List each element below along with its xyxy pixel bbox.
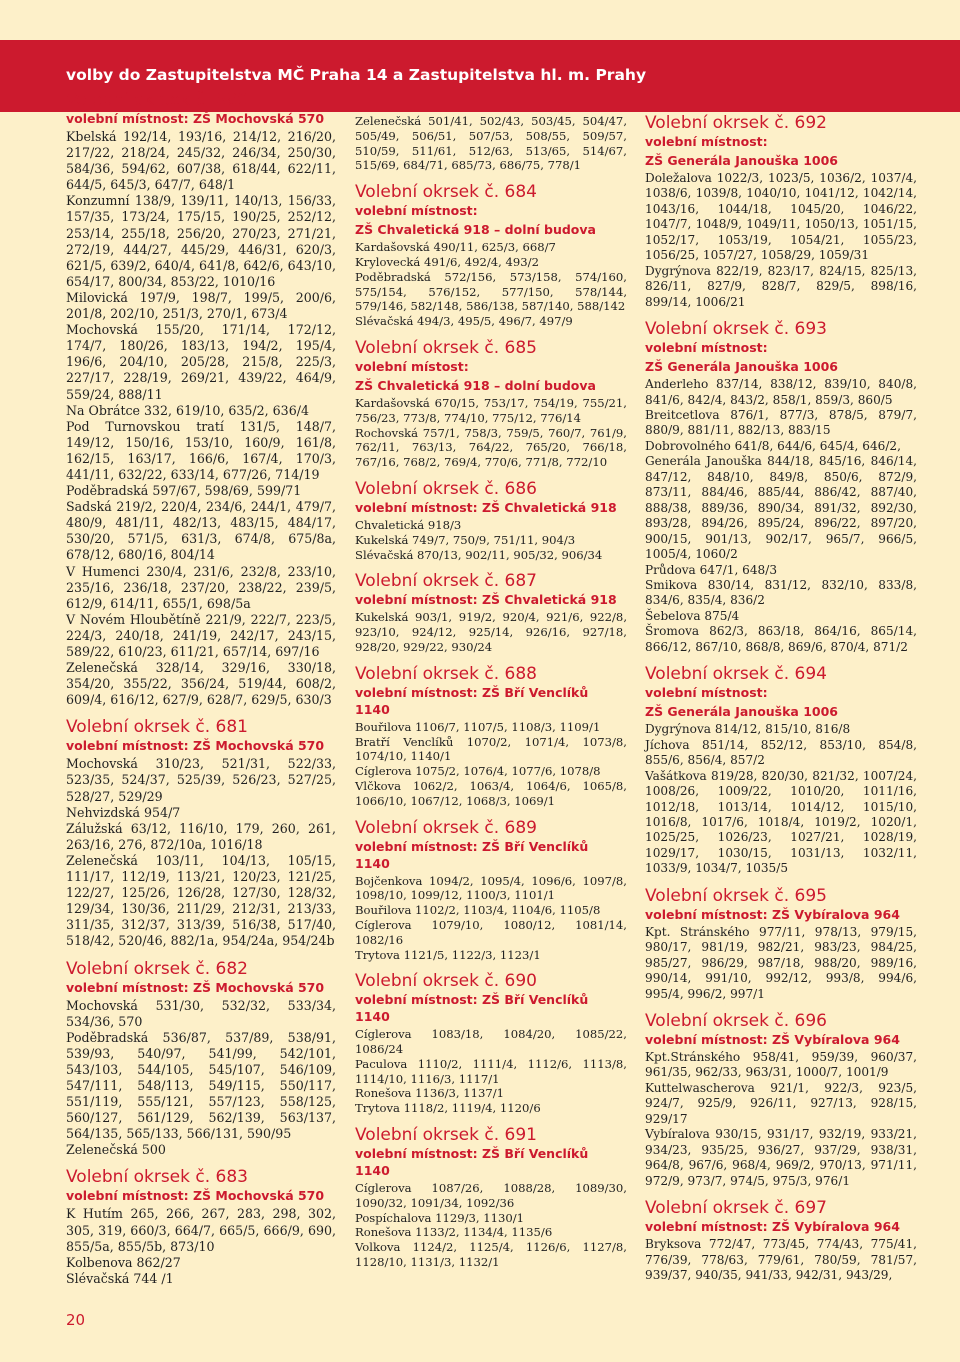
polling-place: volební místnost: ZŠ Bří Venclíků 1140 xyxy=(355,838,589,871)
street-entry: Šromova 862/3, 863/18, 864/16, 865/14, 866/12, 867/10, 868/8, 869/6, 870/4, 871/2 xyxy=(645,624,917,654)
precinct-section xyxy=(66,91,336,708)
street-entry: Kpt. Stránského 977/11, 978/13, 979/15, 980/17, 981/19, 982/21, 983/23, 984/25, 985/27, 986/29, 987/18, 988/20, 989/16, 990/14, 991/10, 992/12, 993/8, 994/6, 995/4, 996/2, 997/1 xyxy=(645,924,917,1001)
polling-place: volební místnost: ZŠ Mochovská 570 xyxy=(66,979,325,995)
polling-place: volební místnost: ZŠ Mochovská 570 xyxy=(66,1188,325,1204)
column-3 xyxy=(645,114,917,1293)
precinct-heading: Volební okrsek č. 692 xyxy=(645,113,827,133)
street-entry: Bryksova 772/47, 773/45, 774/43, 775/41, 776/39, 778/63, 779/61, 780/59, 781/57, 939/37, 940/35, 941/33, 942/31, 943/29, xyxy=(645,1237,917,1283)
street-entry: Nehvizdská 954/7 xyxy=(66,804,181,820)
street-entry: Slévačská 870/13, 902/11, 905/32, 906/34 xyxy=(355,547,603,562)
polling-place: volební místnost: ZŠ Chvaletická 918 xyxy=(355,592,617,608)
polling-place: volební místnost: ZŠ Bří Venclíků 1140 xyxy=(355,1146,589,1179)
polling-place: volební místnost: ZŠ Mochovská 570 xyxy=(66,111,325,126)
street-entry: Zelenečská 328/14, 329/16, 330/18, 354/20, 355/22, 356/24, 519/44, 608/2, 609/4, 616/12, 627/9, 628/7, 629/5, 630/3 xyxy=(66,660,336,708)
polling-place: volební místnost: xyxy=(355,203,478,219)
street-entry: Doležalova 1022/3, 1023/5, 1036/2, 1037/4, 1038/6, 1039/8, 1040/10, 1041/12, 1042/14, 1043/16, 1044/18, 1045/20, 1046/22, 1047/7, 1048/9, 1049/11, 1050/13, 1051/15, 1052/17, 1053/19, 1054/21, 1055/23, 1056/25, 1057/27, 1058/29, 1059/31 xyxy=(645,171,917,263)
precinct-section xyxy=(355,972,627,1116)
street-entry: Poděbradská 536/87, 537/89, 538/91, 539/93, 540/97, 541/99, 542/101, 543/103, 544/105, 545/107, 546/109, 547/111, 548/113, 549/115, 550/117, 551/119, 555/121, 557/123, 558/125, 560/127, 561/129, 562/139, 563/137, 564/135, 565/133, 566/131, 590/95 xyxy=(66,1029,336,1142)
polling-place: volební místnost: ZŠ Bří Venclíků 1140 xyxy=(355,684,589,717)
polling-place: volební místnost: ZŠ Vybíralova 964 xyxy=(645,1219,900,1235)
polling-place: ZŠ Chvaletická 918 – dolní budova xyxy=(355,377,596,393)
polling-place: volební místnost: xyxy=(645,134,768,149)
polling-place: ZŠ Generála Janouška 1006 xyxy=(645,704,839,720)
street-entry: Cíglerova 1087/26, 1088/28, 1089/30, 1090/32, 1091/34, 1092/36 xyxy=(355,1181,627,1210)
precinct-section xyxy=(66,960,336,1159)
polling-place: volební místost: xyxy=(355,358,469,374)
precinct-section xyxy=(355,819,627,963)
street-entry: Cíglerova 1079/10, 1080/12, 1081/14, 1082/16 xyxy=(355,917,627,947)
street-entry: Mochovská 531/30, 532/32, 533/34, 534/36, 570 xyxy=(66,997,336,1029)
precinct-heading: Volební okrsek č. 683 xyxy=(66,1167,248,1188)
precinct-heading: Volební okrsek č. 690 xyxy=(355,971,537,992)
precinct-heading: Volební okrsek č. 691 xyxy=(355,1125,537,1146)
precinct-section xyxy=(645,1199,917,1283)
street-entry: Kuttelwascherova 921/1, 922/3, 923/5, 924/7, 925/9, 926/11, 927/13, 928/15, 929/17 xyxy=(645,1080,917,1126)
street-entry: Zelenečská 103/11, 104/13, 105/15, 111/17, 112/19, 113/21, 120/23, 121/25, 122/27, 125/26, 126/28, 127/30, 128/32, 129/34, 130/36, 211/29, 212/31, 213/33, 311/35, 312/37, 313/39, 516/38, 517/40, 518/42, 520/46, 882/1a, 954/24a, 954/24b xyxy=(66,852,336,949)
street-entry: Pospíchalova 1129/3, 1130/1 xyxy=(355,1210,525,1225)
precinct-section xyxy=(66,1168,336,1286)
street-entry: Šebelova 875/4 xyxy=(645,608,740,623)
precinct-section xyxy=(645,1012,917,1189)
street-entry: Generála Janouška 844/18, 845/16, 846/14, 847/12, 848/10, 849/8, 850/6, 872/9, 873/11, 884/46, 885/44, 886/42, 887/40, 888/38, 889/36, 890/34, 891/32, 892/30, 893/28, 894/26, 895/24, 896/22, 897/20, 900/15, 901/13, 902/17, 965/7, 966/5, 1005/4, 1060/2 xyxy=(645,454,917,562)
precinct-heading: Volební okrsek č. 689 xyxy=(355,817,537,838)
street-entry: Slévačská 494/3, 495/5, 496/7, 497/9 xyxy=(355,314,573,329)
street-entry: Zelenečská 500 xyxy=(66,1142,166,1158)
street-entry: Bouřilova 1106/7, 1107/5, 1108/3, 1109/1 xyxy=(355,719,601,734)
street-entry: Vybíralova 930/15, 931/17, 932/19, 933/21, 934/23, 935/25, 936/27, 937/29, 938/31, 964/8, 967/6, 968/4, 969/2, 970/13, 971/11, 972/9, 973/7, 974/5, 975/3, 976/1 xyxy=(645,1127,917,1188)
polling-place: volební místnost: ZŠ Chvaletická 918 xyxy=(355,499,617,515)
street-entry: Breitcetlova 876/1, 877/3, 878/5, 879/7, 880/9, 881/11, 882/13, 883/15 xyxy=(645,407,917,438)
street-entry: Dygrýnova 822/19, 823/17, 824/15, 825/13, 826/11, 827/9, 828/7, 829/5, 898/16, 899/14, 1006/21 xyxy=(645,263,917,309)
precinct-heading: Volební okrsek č. 686 xyxy=(355,478,537,499)
street-entry: Krylovecká 491/6, 492/4, 493/2 xyxy=(355,254,539,269)
precinct-heading: Volební okrsek č. 697 xyxy=(645,1198,827,1219)
street-entry: Slévačská 744 /1 xyxy=(66,1270,174,1286)
street-entry: Kukelská 903/1, 919/2, 920/4, 921/6, 922/8, 923/10, 924/12, 925/14, 926/16, 927/18, 928/20, 929/22, 930/24 xyxy=(355,610,627,654)
precinct-heading: Volební okrsek č. 681 xyxy=(66,717,248,738)
street-entry: Volkova 1124/2, 1125/4, 1126/6, 1127/8, 1128/10, 1131/3, 1132/1 xyxy=(355,1240,627,1270)
street-entry: Pod Turnovskou tratí 131/5, 148/7, 149/12, 150/16, 153/10, 160/9, 161/8, 162/15, 163/17, 166/6, 167/4, 170/3, 441/11, 632/22, 633/14, 677/26, 714/19 xyxy=(66,418,336,482)
street-entry: Kolbenova 862/27 xyxy=(66,1254,181,1270)
street-entry: Vašátkova 819/28, 820/30, 821/32, 1007/24, 1008/26, 1009/22, 1010/20, 1011/16, 1012/18, 1013/14, 1014/12, 1015/10, 1016/8, 1017/6, 1018/4, 1019/2, 1020/1, 1025/25, 1026/23, 1027/21, 1028/19, 1029/17, 1030/15, 1031/13, 1032/11, 1033/9, 1034/7, 1035/5 xyxy=(645,768,917,876)
street-entry: Paculova 1110/2, 1111/4, 1112/6, 1113/8, 1114/10, 1116/3, 1117/1 xyxy=(355,1056,627,1086)
precinct-heading: Volební okrsek č. 685 xyxy=(355,337,537,358)
polling-place: ZŠ Generála Janouška 1006 xyxy=(645,359,839,375)
street-entry: Dobrovolného 641/8, 644/6, 645/4, 646/2, xyxy=(645,438,901,453)
precinct-section xyxy=(645,114,917,310)
precinct-section xyxy=(645,320,917,655)
street-entry: Zálužská 63/12, 116/10, 179, 260, 261, 263/16, 276, 872/10a, 1016/18 xyxy=(66,820,336,852)
street-entry: Rochovská 757/1, 758/3, 759/5, 760/7, 761/9, 762/11, 763/13, 764/22, 765/20, 766/18, 767/16, 768/2, 769/4, 770/6, 771/8, 772/10 xyxy=(355,425,627,470)
street-entry: Bouřilova 1102/2, 1103/4, 1104/6, 1105/8 xyxy=(355,903,601,918)
polling-place: ZŠ Generála Janouška 1006 xyxy=(645,153,839,168)
header-title: volby do Zastupitelstva MČ Praha 14 a Zastupitelstva hl. m. Prahy xyxy=(66,66,647,84)
precinct-heading: Volební okrsek č. 696 xyxy=(645,1011,827,1032)
precinct-heading: Volební okrsek č. 682 xyxy=(66,958,248,979)
precinct-section xyxy=(355,183,627,329)
street-entry: Bratří Venclíků 1070/2, 1071/4, 1073/8, 1074/10, 1140/1 xyxy=(355,734,627,764)
street-entry: Kardašovská 490/11, 625/3, 668/7 xyxy=(355,240,556,255)
polling-place: volební místnost: ZŠ Mochovská 570 xyxy=(66,738,325,754)
precinct-heading: Volební okrsek č. 695 xyxy=(645,885,827,906)
street-entry: Poděbradská 572/156, 573/158, 574/160, 575/154, 576/152, 577/150, 578/144, 579/146, 582/148, 586/138, 587/140, 588/142 xyxy=(355,269,627,314)
precinct-section xyxy=(355,480,627,562)
street-entry: Bojčenkova 1094/2, 1095/4, 1096/6, 1097/8, 1098/10, 1099/12, 1100/3, 1101/1 xyxy=(355,873,627,903)
street-entry: V Novém Hloubětíně 221/9, 222/7, 223/5, 224/3, 240/18, 241/19, 242/17, 243/15, 589/22, 610/23, 611/21, 657/14, 697/16 xyxy=(66,611,336,659)
street-entry: Vlčkova 1062/2, 1063/4, 1064/6, 1065/8, 1066/10, 1067/12, 1068/3, 1069/1 xyxy=(355,778,627,808)
precinct-heading: Volební okrsek č. 694 xyxy=(645,664,827,685)
polling-place: volební místnost: xyxy=(645,340,768,356)
street-entry: K Hutím 265, 266, 267, 283, 298, 302, 305, 319, 660/3, 664/7, 665/5, 666/9, 690, 855/5a, 855/5b, 873/10 xyxy=(66,1206,336,1254)
street-entry: Cíglerova 1075/2, 1076/4, 1077/6, 1078/8 xyxy=(355,764,601,779)
precinct-section xyxy=(355,339,627,470)
column-1 xyxy=(66,91,336,1297)
street-entry: Dygrýnova 814/12, 815/10, 816/8 xyxy=(645,722,851,737)
street-entry: Milovická 197/9, 198/7, 199/5, 200/6, 201/8, 202/10, 251/3, 270/1, 673/4 xyxy=(66,289,336,322)
street-entry: Trytova 1121/5, 1122/3, 1123/1 xyxy=(355,947,541,962)
polling-place: volební místnost: ZŠ Bří Venclíků 1140 xyxy=(355,992,589,1025)
street-entry: Kukelská 749/7, 750/9, 751/11, 904/3 xyxy=(355,532,576,547)
precinct-heading: Volební okrsek č. 687 xyxy=(355,571,537,592)
street-entry: Ronešova 1136/3, 1137/1 xyxy=(355,1086,505,1101)
polling-place: volební místnost: xyxy=(645,685,768,701)
street-entry: Průdova 647/1, 648/3 xyxy=(645,562,778,577)
street-entry: Kpt.Stránského 958/41, 959/39, 960/37, 961/35, 962/33, 963/31, 1000/7, 1001/9 xyxy=(645,1050,917,1080)
precinct-section xyxy=(355,665,627,809)
street-entry: Cíglerova 1083/18, 1084/20, 1085/22, 1086/24 xyxy=(355,1027,627,1057)
street-entry: V Humenci 230/4, 231/6, 232/8, 233/10, 235/16, 236/18, 237/20, 238/22, 239/5, 612/9, 614/11, 655/1, 698/5a xyxy=(66,563,336,611)
page-number: 20 xyxy=(66,1311,86,1329)
street-entry: Ronešova 1133/2, 1134/4, 1135/6 xyxy=(355,1225,553,1240)
polling-place: volební místnost: ZŠ Vybíralova 964 xyxy=(645,906,900,922)
precinct-heading: Volební okrsek č. 680 xyxy=(66,90,248,110)
street-entry: Konzumní 138/9, 139/11, 140/13, 156/33, 157/35, 173/24, 175/15, 190/25, 252/12, 253/14, 255/18, 256/20, 270/23, 271/21, 272/19, 444/27, 445/29, 446/31, 620/3, 621/5, 639/2, 640/4, 641/8, 642/6, 643/10, 654/17, 800/34, 853/22, 1010/16 xyxy=(66,193,336,289)
precinct-section xyxy=(355,114,627,173)
street-entry: Trytova 1118/2, 1119/4, 1120/6 xyxy=(355,1101,541,1116)
street-entry: Mochovská 155/20, 171/14, 172/12, 174/7, 180/26, 183/13, 194/2, 195/4, 196/6, 204/10, 205/28, 215/8, 225/3, 227/17, 228/19, 269/21, 439/22, 464/9, 559/24, 888/11 xyxy=(66,322,336,402)
precinct-section xyxy=(355,1126,627,1270)
street-entry: Chvaletická 918/3 xyxy=(355,517,462,532)
street-entry: Na Obrátce 332, 619/10, 635/2, 636/4 xyxy=(66,402,309,418)
street-entry: Smikova 830/14, 831/12, 832/10, 833/8, 834/6, 835/4, 836/2 xyxy=(645,577,917,608)
precinct-section xyxy=(66,718,336,949)
polling-place: ZŠ Chvaletická 918 – dolní budova xyxy=(355,222,596,238)
precinct-heading: Volební okrsek č. 693 xyxy=(645,319,827,340)
street-entry: Mochovská 310/23, 521/31, 522/33, 523/35, 524/37, 525/39, 526/23, 527/25, 528/27, 529/29 xyxy=(66,756,336,804)
street-entry: Sadská 219/2, 220/4, 234/6, 244/1, 479/7, 480/9, 481/11, 482/13, 483/15, 484/17, 530/20, 571/5, 631/3, 674/8, 675/8a, 678/12, 680/16, 804/14 xyxy=(66,499,336,563)
precinct-heading: Volební okrsek č. 684 xyxy=(355,182,537,203)
street-entry: Anderleho 837/14, 838/12, 839/10, 840/8, 841/6, 842/4, 843/2, 858/1, 859/3, 860/5 xyxy=(645,377,917,407)
column-2 xyxy=(355,114,627,1280)
precinct-heading: Volební okrsek č. 688 xyxy=(355,663,537,684)
precinct-section xyxy=(645,887,917,1002)
street-entry: Jíchova 851/14, 852/12, 853/10, 854/8, 855/6, 856/4, 857/2 xyxy=(645,737,917,768)
precinct-section xyxy=(355,572,627,654)
polling-place: volební místnost: ZŠ Vybíralova 964 xyxy=(645,1032,900,1048)
precinct-section xyxy=(645,665,917,877)
street-entry: Poděbradská 597/67, 598/69, 599/71 xyxy=(66,483,302,499)
street-entry: Zelenečská 501/41, 502/43, 503/45, 504/47, 505/49, 506/51, 507/53, 508/55, 509/57, 510/59, 511/61, 512/63, 513/65, 514/67, 515/69, 684/71, 685/73, 686/75, 778/1 xyxy=(355,114,627,173)
street-entry: Kbelská 192/14, 193/16, 214/12, 216/20, 217/22, 218/24, 245/32, 246/34, 250/30, 584/36, 594/62, 607/38, 618/44, 622/11, 644/5, 645/3, 647/7, 648/1 xyxy=(66,129,336,193)
street-entry: Kardašovská 670/15, 753/17, 754/19, 755/21, 756/23, 773/8, 774/10, 775/12, 776/14 xyxy=(355,395,627,425)
